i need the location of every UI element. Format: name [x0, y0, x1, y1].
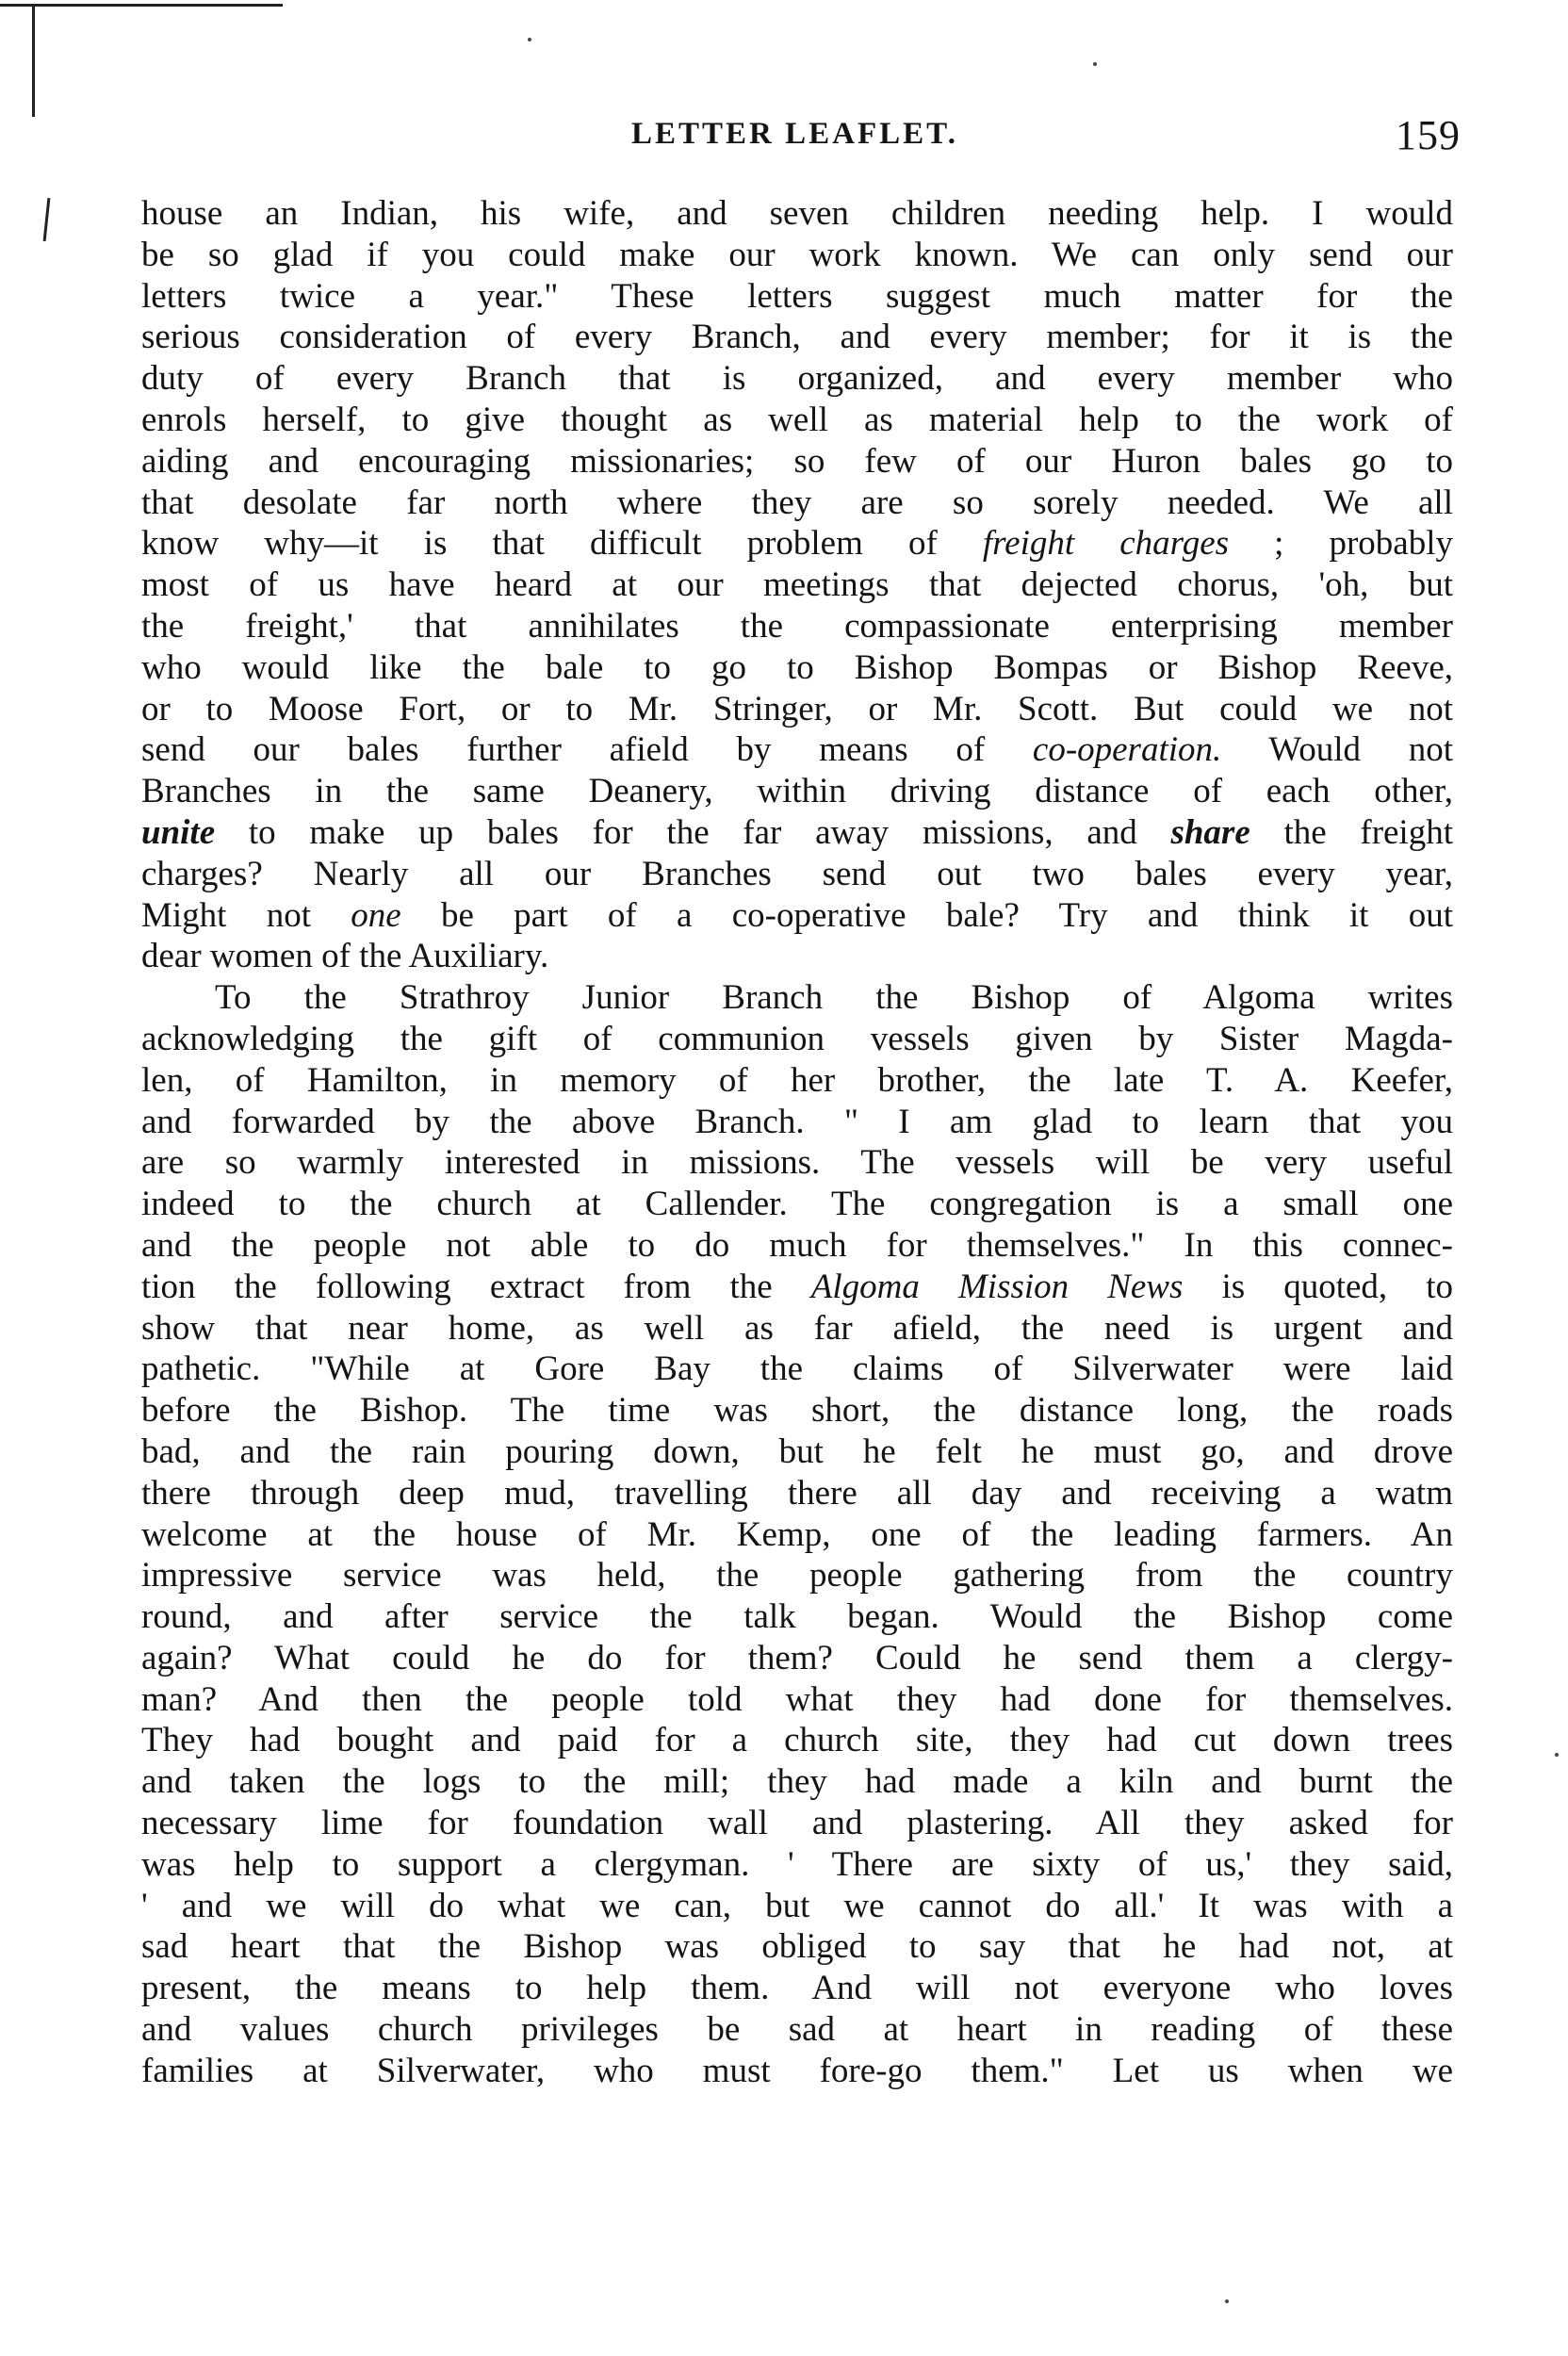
text-line — [141, 1432, 1453, 1473]
text-line — [141, 1968, 1453, 2009]
text-line — [141, 441, 1453, 483]
line-text: They had bought and paid for a church site, they had cut down trees — [141, 1721, 1453, 1760]
text-line — [141, 317, 1453, 358]
text-line — [141, 1267, 1453, 1308]
text-line — [141, 1184, 1453, 1225]
scan-speck — [1225, 2299, 1229, 2303]
page-number: 159 — [1396, 112, 1461, 158]
line-text: present, the means to help them. And will not everyone who loves — [141, 1969, 1453, 2008]
text-line — [141, 1473, 1453, 1514]
line-text: impressive service was held, the people gathering from the country — [141, 1556, 1453, 1595]
line-text: is quoted, to — [1183, 1267, 1453, 1306]
text-line — [141, 1514, 1453, 1556]
text-line — [141, 358, 1453, 400]
line-text: house an Indian, his wife, and seven children needing help. I would — [141, 194, 1453, 233]
emphasis-text: co-operation. — [1032, 730, 1222, 770]
text-line — [141, 1761, 1453, 1803]
text-line — [141, 977, 1453, 1019]
line-text: serious consideration of every Branch, and every member; for it is the — [141, 318, 1453, 357]
text-line — [141, 523, 1453, 564]
line-text: tion the following extract from the — [141, 1267, 811, 1306]
line-text: or to Moose Fort, or to Mr. Stringer, or Mr. Scott. But could we not — [141, 689, 1453, 728]
line-text: round, and after service the talk began. Would the Bishop come — [141, 1597, 1453, 1637]
scan-speck — [528, 38, 531, 41]
text-line — [141, 1844, 1453, 1886]
text-line — [141, 564, 1453, 606]
emphasis-text: unite — [141, 812, 216, 852]
line-text: acknowledging the gift of communion vessels given by Sister Magda- — [141, 1019, 1453, 1058]
text-line — [141, 2051, 1453, 2092]
text-line — [141, 193, 1453, 235]
emphasis-text: one — [351, 895, 401, 935]
line-text: who would like the bale to go to Bishop Bompas or Bishop Reeve, — [141, 647, 1453, 687]
emphasis-text: freight charges — [982, 524, 1230, 564]
text-line — [141, 1596, 1453, 1638]
line-text: necessary lime for foundation wall and plastering. All they asked for — [141, 1804, 1453, 1843]
line-text: again? What could he do for them? Could he send them a clergy- — [141, 1638, 1453, 1677]
line-text: Branches in the same Deanery, within driving distance of each other, — [141, 772, 1453, 811]
text-line — [141, 1638, 1453, 1679]
line-text: aiding and encouraging missionaries; so few of our Huron bales go to — [141, 441, 1453, 481]
text-line — [141, 1679, 1453, 1721]
line-text: bad, and the rain pouring down, but he felt he must go, and drove — [141, 1432, 1453, 1471]
text-line — [141, 1803, 1453, 1844]
scan-speck — [1555, 1753, 1559, 1757]
text-line — [141, 1060, 1453, 1102]
text-line — [141, 895, 1453, 937]
text-line — [141, 1225, 1453, 1267]
text-line — [141, 1555, 1453, 1596]
line-text: send our bales further afield by means of — [141, 730, 1033, 770]
text-line — [141, 1926, 1453, 1968]
line-text: are so warmly interested in missions. The vessels will be very useful — [141, 1143, 1453, 1183]
line-text: the freight — [1250, 812, 1453, 852]
line-text: duty of every Branch that is organized, and every member who — [141, 359, 1453, 399]
scan-speck — [1093, 62, 1097, 66]
text-line — [141, 729, 1453, 771]
line-text: pathetic. "While at Gore Bay the claims of Silverwater were laid — [141, 1350, 1453, 1389]
line-text: man? And then the people told what they had done for themselves. — [141, 1679, 1453, 1719]
text-line — [141, 1102, 1453, 1143]
text-line — [141, 483, 1453, 524]
scan-border-left — [32, 4, 35, 117]
line-text: show that near home, as well as far afield, the need is urgent and — [141, 1308, 1453, 1348]
text-line — [141, 1720, 1453, 1761]
line-text: and values church privileges be sad at heart in reading of these — [141, 2010, 1453, 2050]
line-text: len, of Hamilton, in memory of her brother, the late T. A. Keefer, — [141, 1060, 1453, 1100]
line-text: sad heart that the Bishop was obliged to say that he had not, at — [141, 1927, 1453, 1967]
line-text: know why—it is that difficult problem of — [141, 524, 983, 564]
text-line — [141, 276, 1453, 318]
body-text — [141, 193, 1453, 2092]
text-line — [141, 689, 1453, 730]
text-line — [141, 936, 1453, 977]
text-line — [141, 647, 1453, 689]
emphasis-text: share — [1170, 812, 1250, 852]
line-text: and forwarded by the above Branch. " I am glad to learn that you — [141, 1102, 1453, 1141]
text-line — [141, 1142, 1453, 1184]
line-text: families at Silverwater, who must fore-go them." Let us when we — [141, 2051, 1453, 2090]
line-text: before the Bishop. The time was short, the distance long, the roads — [141, 1391, 1453, 1431]
text-line — [141, 854, 1453, 895]
margin-mark — [43, 198, 51, 241]
line-text: welcome at the house of Mr. Kemp, one of the leading farmers. An — [141, 1514, 1453, 1554]
text-line — [141, 606, 1453, 647]
line-text: there through deep mud, travelling there all day and receiving a watm — [141, 1473, 1453, 1513]
text-line — [141, 1390, 1453, 1432]
text-line — [141, 400, 1453, 441]
line-text: be so glad if you could make our work known. We can only send our — [141, 235, 1453, 274]
line-text: letters twice a year." These letters suggest much matter for the — [141, 276, 1453, 316]
text-line — [141, 235, 1453, 276]
running-head — [141, 111, 1461, 168]
text-line — [141, 812, 1453, 854]
text-line — [141, 771, 1453, 812]
line-text: To the Strathroy Junior Branch the Bishop of Algoma writes — [215, 978, 1453, 1018]
line-text: indeed to the church at Callender. The congregation is a small one — [141, 1185, 1453, 1224]
line-text: ; probably — [1229, 524, 1453, 564]
line-text: most of us have heard at our meetings that dejected chorus, 'oh, but — [141, 565, 1453, 605]
text-line — [141, 1308, 1453, 1350]
line-text: ' and we will do what we can, but we cannot do all.' It was with a — [141, 1886, 1453, 1925]
line-text: that desolate far north where they are so sorely needed. We all — [141, 483, 1453, 522]
line-text: to make up bales for the far away missions, and — [215, 812, 1171, 852]
text-line — [141, 2009, 1453, 2051]
line-text: Might not — [141, 895, 351, 935]
scan-border-top — [0, 4, 283, 7]
line-text: be part of a co-operative bale? Try and think it out — [400, 895, 1453, 935]
line-text: charges? Nearly all our Branches send out two bales every year, — [141, 854, 1453, 893]
text-line — [141, 1019, 1453, 1060]
text-line — [141, 1886, 1453, 1927]
running-title: LETTER LEAFLET. — [631, 117, 958, 151]
line-text: Would not — [1221, 730, 1453, 770]
line-text: and taken the logs to the mill; they had made a kiln and burnt the — [141, 1762, 1453, 1802]
emphasis-text: Algoma Mission News — [810, 1267, 1184, 1306]
line-text: dear women of the Auxiliary. — [141, 937, 549, 976]
line-text: and the people not able to do much for themselves." In this connec- — [141, 1225, 1453, 1265]
text-line — [141, 1349, 1453, 1390]
line-text: was help to support a clergyman. ' There are sixty of us,' they said, — [141, 1844, 1453, 1884]
line-text: enrols herself, to give thought as well as material help to the work of — [141, 400, 1453, 439]
line-text: the freight,' that annihilates the compassionate enterprising member — [141, 606, 1453, 646]
